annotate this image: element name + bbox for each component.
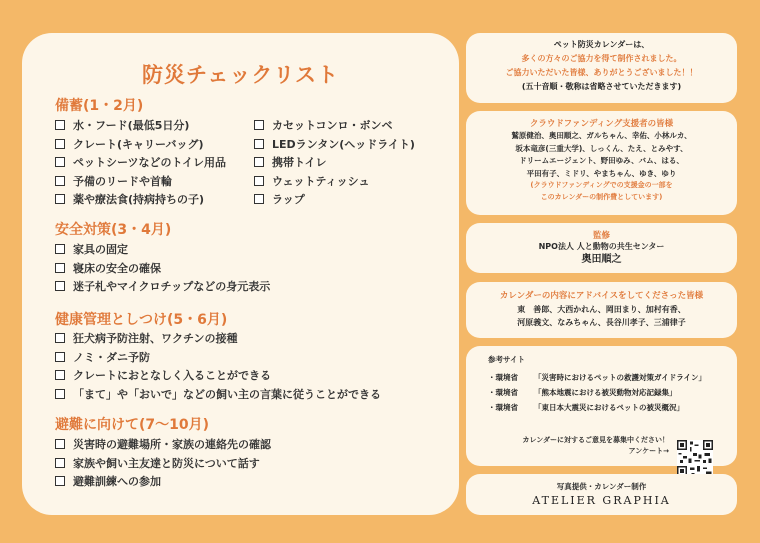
checklist-item[interactable]: クレートにおとなしく入ることができる (55, 367, 381, 386)
checkbox[interactable] (55, 194, 65, 204)
references-card (466, 346, 737, 466)
checklist-item[interactable]: 災害時の避難場所・家族の連絡先の確認 (55, 436, 271, 455)
checklist-item[interactable]: 狂犬病予防注射、ワクチンの接種 (55, 330, 381, 349)
qr-code-icon[interactable] (677, 440, 713, 476)
safety-heading: 安全対策(3・4月) (55, 222, 172, 238)
reference-row[interactable]: ・環境省 「災害時におけるペットの救護対策ガイドライン」 (488, 373, 707, 382)
checklist-title: 防災チェックリスト (142, 63, 339, 87)
advisors-line-1: 東 善郎、大西かれん、岡田まり、加村有香、 (517, 305, 686, 314)
safety-list (55, 241, 270, 297)
checklist-item[interactable]: 水・フード(最低5日分) (55, 117, 226, 136)
credits-label: 写真提供・カレンダー制作 (556, 482, 647, 491)
crowdfunding-heading: クラウドファンディング支援者の皆様 (529, 119, 674, 129)
checklist-item[interactable]: カセットコンロ・ボンベ (254, 117, 415, 136)
checkbox[interactable] (55, 458, 65, 468)
checkbox[interactable] (254, 176, 264, 186)
crowdfunding-names: 鷲原健治、奥田順之、ガルちゃん、幸佑、小林ルカ、 坂本竜彦(三重大学)、しっくん、たえ、とみやす、 ドリームエージェント、野田ゆみ、バム、はる、 平田有子、ミドリ、やまちゃん、ゆき、ゆり (511, 131, 692, 178)
checkbox[interactable] (55, 370, 65, 380)
health-heading: 健康管理としつけ(5・6月) (55, 312, 228, 328)
checkbox[interactable] (55, 157, 65, 167)
references-list (488, 370, 706, 415)
intro-line-1: ペット防災カレンダーは、 (553, 40, 650, 49)
credits-card (466, 474, 737, 515)
stockpile-heading: 備蓄(1・2月) (55, 98, 144, 114)
health-list (55, 330, 381, 404)
checkbox[interactable] (254, 194, 264, 204)
checklist-card (22, 33, 459, 515)
atelier-graphia-logo: ATELIER GRAPHIA (532, 494, 671, 507)
reference-row[interactable]: ・環境省 「東日本大震災におけるペットの被災概況」 (488, 403, 684, 412)
checkbox[interactable] (55, 263, 65, 273)
checklist-item[interactable]: ラップ (254, 191, 415, 210)
checkbox[interactable] (55, 476, 65, 486)
intro-line-2: 多くの方々のご協力を得て制作されました。 (521, 54, 682, 63)
evac-heading: 避難に向けて(7〜10月) (55, 417, 210, 433)
checklist-item[interactable]: ウェットティッシュ (254, 173, 415, 192)
checklist-item[interactable]: 避難訓練への参加 (55, 473, 271, 492)
checkbox[interactable] (254, 157, 264, 167)
reference-row[interactable]: ・環境省 「熊本地震における被災動物対応記録集」 (488, 388, 677, 397)
checklist-item[interactable]: クレート(キャリーバッグ) (55, 136, 226, 155)
advisors-card (466, 282, 737, 338)
supervisor-org: NPO法人 人と動物の共生センター (538, 242, 665, 251)
supervisor-name: 奥田順之 (581, 254, 622, 265)
checklist-item[interactable]: LEDランタン(ヘッドライト) (254, 136, 415, 155)
checkbox[interactable] (55, 389, 65, 399)
survey-text: カレンダーに対するご意見を募集中ください！ アンケート→ (522, 436, 669, 455)
checklist-item[interactable]: 寝床の安全の確保 (55, 260, 270, 279)
checklist-item[interactable]: 迷子札やマイクロチップなどの身元表示 (55, 278, 270, 297)
references-heading: 参考サイト (488, 355, 525, 364)
crowdfunding-note: (クラウドファンディングでの支援金の一部を このカレンダーの制作費としています) (530, 181, 673, 201)
supervisor-card (466, 223, 737, 273)
checkbox[interactable] (55, 120, 65, 130)
checkbox[interactable] (55, 176, 65, 186)
checkbox[interactable] (55, 281, 65, 291)
stockpile-list-right (254, 117, 415, 210)
checkbox[interactable] (55, 352, 65, 362)
checklist-item[interactable]: 「まて」や「おいで」などの飼い主の言葉に従うことができる (55, 386, 381, 405)
checkbox[interactable] (55, 244, 65, 254)
checklist-item[interactable]: ノミ・ダニ予防 (55, 349, 381, 368)
checklist-item[interactable]: 薬や療法食(持病持ちの子) (55, 191, 226, 210)
crowdfunding-card (466, 111, 737, 215)
advisors-line-2: 河原義文、なみちゃん、長谷川孝子、三浦律子 (517, 318, 686, 327)
checklist-item[interactable]: 家具の固定 (55, 241, 270, 260)
checkbox[interactable] (55, 139, 65, 149)
evac-list (55, 436, 271, 492)
intro-card (466, 33, 737, 103)
intro-line-3: ご協力いただいた皆様、ありがとうございました！！ (505, 68, 698, 77)
supervisor-heading: 監修 (592, 231, 610, 241)
stockpile-list-left (55, 117, 226, 210)
checklist-item[interactable]: 予備のリードや首輪 (55, 173, 226, 192)
checkbox[interactable] (55, 439, 65, 449)
checklist-item[interactable]: ペットシーツなどのトイレ用品 (55, 154, 226, 173)
advisors-heading: カレンダーの内容にアドバイスをしてくださった皆様 (499, 291, 704, 301)
checkbox[interactable] (254, 120, 264, 130)
intro-line-4: (五十音順・敬称は省略させていただきます) (521, 82, 682, 91)
checklist-item[interactable]: 家族や飼い主友達と防災について話す (55, 455, 271, 474)
checklist-item[interactable]: 携帯トイレ (254, 154, 415, 173)
checkbox[interactable] (55, 333, 65, 343)
checkbox[interactable] (254, 139, 264, 149)
